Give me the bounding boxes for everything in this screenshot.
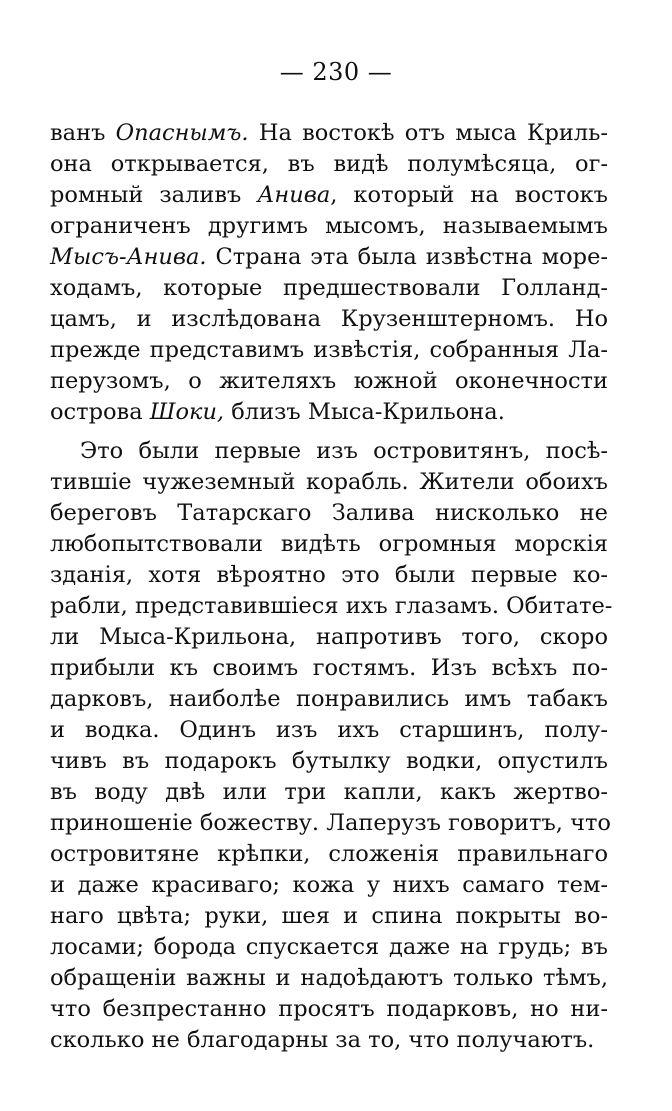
- text-segment: въ воду двѣ или три капли, какъ жертво-: [50, 779, 608, 805]
- text-segment: зданія, хотя вѣроятно это были первые ко-: [50, 562, 608, 588]
- text-line: [50, 366, 608, 397]
- italic-text: Шоки,: [149, 399, 225, 425]
- text-segment: она открывается, въ видѣ полумѣсяца, ог-: [50, 151, 608, 177]
- text-line: [50, 839, 608, 870]
- text-line: [50, 211, 608, 242]
- text-segment: лосами; борода спускается даже на грудь; въ: [50, 934, 608, 960]
- text-line: [50, 180, 608, 211]
- text-line: [50, 622, 608, 653]
- text-segment: острова: [50, 399, 150, 425]
- text-segment: любопытствовали видѣть огромныя морскія: [50, 531, 608, 557]
- text-segment: близъ Мыса-Крильона.: [224, 399, 505, 425]
- text-segment: чивъ въ подарокъ бутылку водки, опустилъ: [50, 748, 608, 774]
- text-segment: прибыли къ своимъ гостямъ. Изъ всѣхъ по-: [50, 655, 608, 681]
- text-line: [50, 1025, 608, 1056]
- text-line: [50, 436, 608, 467]
- text-line: [50, 808, 611, 839]
- text-segment: Страна эта была извѣстна море-: [206, 244, 608, 270]
- text-line: [50, 560, 608, 591]
- text-segment: прежде представимъ извѣстія, собранныя Ла-: [50, 337, 608, 363]
- text-line: [50, 994, 608, 1025]
- text-line: [50, 777, 608, 808]
- text-segment: Это были первые изъ островитянъ, посѣ-: [80, 438, 608, 464]
- text-line: [50, 397, 608, 428]
- text-line: [50, 242, 608, 273]
- text-line: [50, 870, 608, 901]
- text-segment: обращеніи важны и надоѣдаютъ только тѣмъ,: [50, 965, 608, 991]
- text-segment: ванъ: [50, 120, 116, 146]
- text-line: [50, 684, 608, 715]
- text-segment: ограниченъ другимъ мысомъ, называемымъ: [50, 213, 608, 239]
- text-line: [50, 715, 608, 746]
- body-text: [50, 118, 613, 1056]
- text-line: [50, 304, 608, 335]
- text-segment: дарковъ, наиболѣе понравились имъ табакъ: [50, 686, 608, 712]
- text-line: [50, 963, 608, 994]
- text-segment: На востокѣ отъ мыса Криль-: [248, 120, 608, 146]
- text-line: [50, 149, 608, 180]
- text-segment: цамъ, и изслѣдована Крузенштерномъ. Но: [50, 306, 608, 332]
- text-line: [50, 591, 613, 622]
- text-segment: ромный заливъ: [50, 182, 258, 208]
- text-segment: тившіе чужеземный корабль. Жители обоихъ: [50, 469, 608, 495]
- italic-text: Опаснымъ.: [115, 120, 249, 146]
- paragraph-gap: [50, 428, 608, 436]
- text-line: [50, 335, 608, 366]
- text-segment: ходамъ, которые предшествовали Голланд-: [50, 275, 608, 301]
- text-segment: береговъ Татарскаго Залива нисколько не: [50, 500, 608, 526]
- text-line: [50, 498, 608, 529]
- text-line: [50, 467, 608, 498]
- text-segment: что безпрестанно просятъ подарковъ, но ни-: [50, 996, 608, 1022]
- text-line: [50, 746, 608, 777]
- text-segment: приношеніе божеству. Лаперузъ говоритъ, что: [50, 810, 611, 836]
- text-line: [50, 901, 608, 932]
- text-segment: сколько не благодарны за то, что получаютъ.: [50, 1027, 595, 1053]
- text-line: [50, 273, 608, 304]
- text-line: [50, 529, 608, 560]
- text-segment: наго цвѣта; руки, шея и спина покрыты во-: [50, 903, 608, 929]
- paragraph: [50, 436, 613, 1056]
- text-segment: , который на востокъ: [330, 182, 608, 208]
- page-number: — 230 —: [279, 58, 393, 86]
- text-segment: перузомъ, о жителяхъ южной оконечности: [50, 368, 608, 394]
- italic-text: Анива: [257, 182, 331, 208]
- text-line: [50, 932, 608, 963]
- text-segment: рабли, представившіеся ихъ глазамъ. Обитате-: [50, 593, 613, 619]
- text-line: [50, 653, 608, 684]
- text-segment: и водка. Одинъ изъ ихъ старшинъ, полу-: [50, 717, 608, 743]
- text-line: [50, 118, 608, 149]
- text-segment: ли Мыса-Крильона, напротивъ того, скоро: [50, 624, 608, 650]
- italic-text: Мысъ-Анива.: [50, 244, 207, 270]
- paragraph: [50, 118, 608, 428]
- text-segment: островитяне крѣпки, сложенія правильнаго: [50, 841, 608, 867]
- text-segment: и даже красиваго; кожа у нихъ самаго тем-: [50, 872, 608, 898]
